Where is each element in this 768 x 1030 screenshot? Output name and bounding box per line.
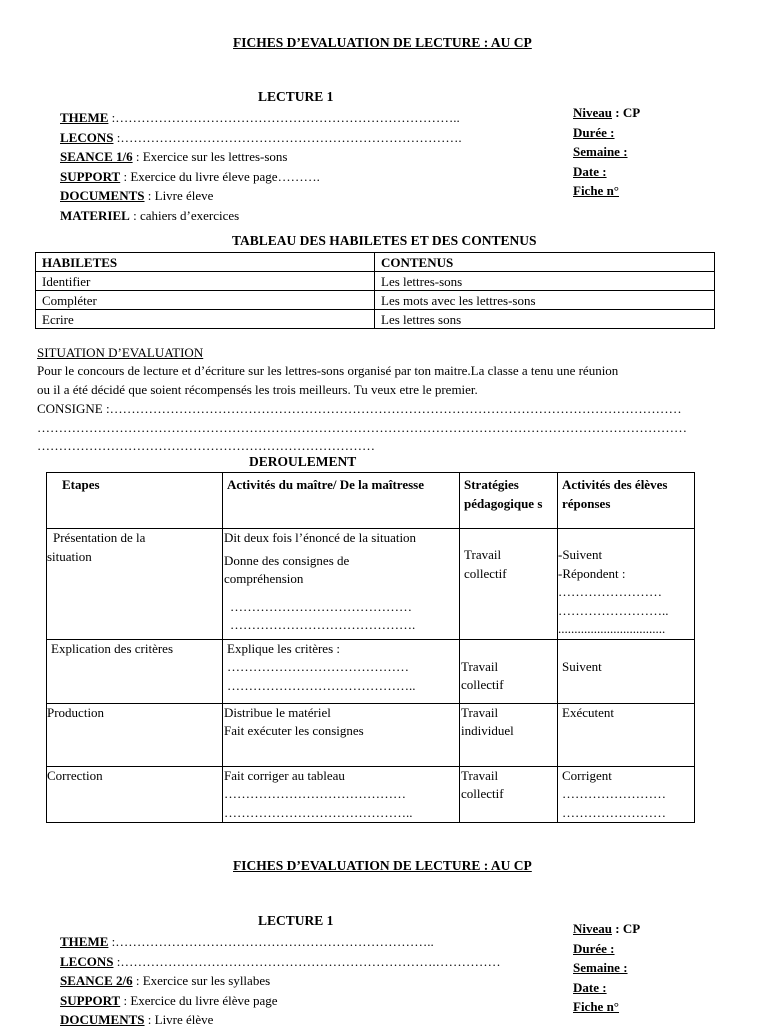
table-cell: Les lettres sons (375, 310, 715, 329)
cell-line: Présentation de la (53, 530, 146, 545)
cell-line: Travail (461, 658, 499, 674)
cell-line: …………………………………… (227, 659, 409, 674)
cell-line: …………………………………… (230, 598, 412, 614)
page2-info-block-left (60, 932, 501, 1030)
header-etapes: Etapes (47, 473, 223, 529)
cell-line: collectif (464, 565, 507, 581)
field-duree: Durée : (573, 940, 615, 956)
table-cell (47, 703, 223, 766)
table-cell (460, 766, 558, 823)
table-cell: Les lettres-sons (375, 272, 715, 291)
cell-line: …………………… (562, 786, 666, 801)
header-activites-eleves: Activités des élèves réponses (558, 473, 695, 529)
table-cell (47, 529, 223, 640)
cell-line: …………………………………… (224, 786, 406, 801)
cell-line: Dit deux fois l’énoncé de la situation (224, 530, 417, 545)
situation-text-line-2: ou il a été décidé que soient récompensés les trois meilleurs. Tu veux etre le premier. (37, 382, 478, 397)
field-semaine: Semaine : (573, 960, 628, 975)
field-seance: SEANCE 1/6 : Exercice sur les lettres-sons (60, 149, 288, 164)
header-habiletes: HABILETES (36, 253, 375, 272)
table-row (47, 529, 695, 640)
cell-line: Exécutent (562, 704, 614, 720)
cell-line: Correction (47, 767, 103, 783)
table-cell: Compléter (36, 291, 375, 310)
cell-line: …………………………………….. (224, 804, 413, 820)
table-row (36, 272, 715, 291)
info-block-right (573, 103, 640, 201)
cell-line: Donne des consignes de (224, 552, 350, 568)
cell-line: compréhension (224, 571, 304, 586)
table-cell (460, 703, 558, 766)
situation-heading: SITUATION D’EVALUATION (37, 345, 204, 360)
table-row (47, 766, 695, 823)
cell-line: Production (47, 704, 105, 720)
table-cell (223, 639, 460, 703)
cell-line: ................................. (558, 621, 666, 636)
habiletes-table (35, 252, 715, 329)
consigne-line-3: …………………………………………………………………… (37, 438, 375, 453)
lecture-heading: LECTURE 1 (258, 89, 334, 104)
deroulement-table (46, 472, 695, 823)
table-cell (47, 766, 223, 823)
cell-line: Explication des critères (51, 640, 174, 656)
field-fiche: Fiche n° (573, 999, 620, 1014)
cell-line: collectif (461, 677, 504, 692)
field-niveau: Niveau : CP (573, 921, 641, 936)
page2-info-block-right (573, 919, 640, 1017)
page-title: FICHES D’EVALUATION DE LECTURE : AU CP (233, 35, 532, 50)
cell-line: situation (47, 548, 92, 564)
field-semaine: Semaine : (573, 144, 628, 159)
table-cell: Les mots avec les lettres-sons (375, 291, 715, 310)
cell-line: -Suivent (558, 547, 603, 562)
cell-line: …………………… (558, 584, 662, 599)
field-theme: THEME :…………………………………………………………………….. (60, 110, 460, 125)
deroulement-heading: DEROULEMENT (249, 454, 357, 469)
cell-line: -Répondent : (558, 565, 626, 581)
cell-line: Fait corriger au tableau (224, 767, 345, 783)
cell-line: individuel (461, 723, 514, 738)
table-cell: Identifier (36, 272, 375, 291)
field-niveau: Niveau : CP (573, 105, 641, 120)
cell-line: ……………………………………. (230, 617, 416, 632)
table-cell (47, 639, 223, 703)
table-cell (223, 703, 460, 766)
field-seance: SEANCE 2/6 : Exercice sur les syllabes (60, 973, 271, 988)
table-cell (558, 703, 695, 766)
cell-line: …………………… (562, 804, 666, 820)
cell-line: …………………………………….. (227, 677, 416, 693)
field-lecons: LECONS :……………………………………………………………….…………… (60, 953, 501, 969)
cell-line: …………………….. (558, 602, 669, 618)
table-row (36, 291, 715, 310)
cell-line: Fait exécuter les consignes (224, 723, 364, 738)
page2-lecture-heading: LECTURE 1 (258, 913, 334, 928)
field-date: Date : (573, 979, 607, 995)
cell-line: Travail (464, 547, 502, 562)
field-documents: DOCUMENTS : Livre élève (60, 1012, 214, 1027)
table-cell: Ecrire (36, 310, 375, 329)
table-cell (460, 529, 558, 640)
field-lecons: LECONS :……………………………………………………………………. (60, 129, 462, 145)
table-cell (460, 639, 558, 703)
table-cell (558, 529, 695, 640)
header-contenus: CONTENUS (375, 253, 715, 272)
table-row (47, 639, 695, 703)
cell-line: Travail (461, 767, 499, 783)
field-documents: DOCUMENTS : Livre éleve (60, 188, 214, 203)
info-block-left (60, 108, 462, 225)
field-fiche: Fiche n° (573, 183, 620, 198)
header-activites-maitre: Activités du maître/ De la maîtresse (223, 473, 460, 529)
page2-title: FICHES D’EVALUATION DE LECTURE : AU CP (233, 858, 532, 873)
situation-text-line-1: Pour le concours de lecture et d’écriture sur les lettres-sons organisé par ton maitre.La classe a tenu une réunion (37, 363, 619, 378)
consigne-line-2: …………………………………………………………………………………………………………………………………… (37, 420, 687, 435)
consigne-line-1: CONSIGNE :…………………………………………………………………………………………………………………… (37, 401, 682, 416)
table-row (36, 310, 715, 329)
table-cell (223, 529, 460, 640)
field-materiel: MATERIEL : cahiers d’exercices (60, 207, 240, 223)
field-theme: THEME :……………………………………………………………….. (60, 934, 434, 949)
table-cell (558, 639, 695, 703)
field-duree: Durée : (573, 124, 615, 140)
habiletes-table-title: TABLEAU DES HABILETES ET DES CONTENUS (232, 233, 537, 248)
table-row (47, 703, 695, 766)
cell-line: collectif (461, 786, 504, 801)
field-support: SUPPORT : Exercice du livre élève page (60, 992, 278, 1008)
header-strategies: Stratégies pédagogique s (460, 473, 558, 529)
cell-line: Corrigent (562, 767, 612, 783)
table-cell (223, 766, 460, 823)
field-date: Date : (573, 163, 607, 179)
table-header-row (36, 253, 715, 272)
table-cell (558, 766, 695, 823)
field-support: SUPPORT : Exercice du livre éleve page………. (60, 168, 320, 184)
table-header-row (47, 473, 695, 529)
cell-line: Explique les critères : (227, 640, 340, 656)
cell-line: Suivent (562, 658, 602, 674)
cell-line: Travail (461, 704, 499, 720)
cell-line: Distribue le matériel (224, 704, 331, 720)
